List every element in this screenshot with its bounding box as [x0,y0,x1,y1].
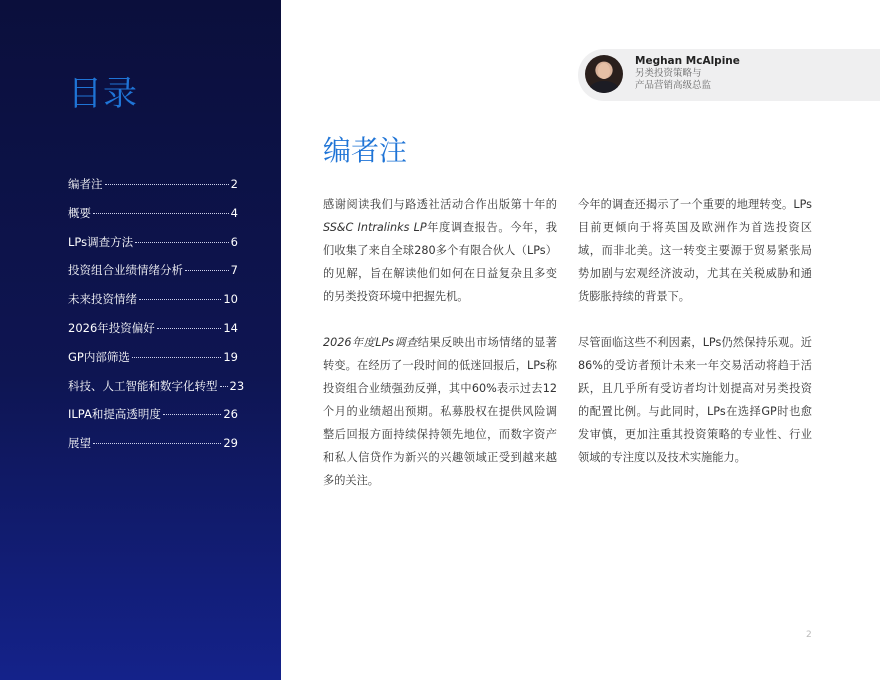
toc-item-2026-preferences[interactable] [68,320,238,349]
toc-item-future-sentiment[interactable] [68,291,238,320]
toc-item-ilpa[interactable] [68,406,238,435]
toc-item-methodology[interactable] [68,234,238,263]
toc-sidebar [0,0,281,680]
toc-leader-dots [93,443,221,444]
toc-item-label: 编者注 [68,177,103,191]
toc-item-page: 29 [223,436,238,451]
toc-item-label: 未来投资情绪 [68,292,137,307]
author-name: Meghan McAlpine [635,55,740,67]
toc-item-page: 6 [230,234,238,249]
page-number: 2 [806,630,812,640]
article-paragraph [323,331,557,492]
toc-item-portfolio-sentiment[interactable] [68,262,238,291]
toc-leader-dots [105,184,229,185]
toc-item-page: 26 [223,407,238,422]
toc-item-label: 投资组合业绩情绪分析 [68,263,183,278]
toc-item-page: 14 [223,320,238,335]
toc-item-label: ILPA和提高透明度 [68,407,161,422]
toc-item-label: 展望 [68,436,91,451]
toc-item-editors-note[interactable] [68,176,238,205]
toc-item-label: 2026年投资偏好 [68,320,155,335]
toc-item-label: GP内部筛选 [68,349,130,364]
author-role [635,68,745,92]
toc-leader-dots [185,270,229,271]
toc-item-outlook[interactable] [68,435,238,464]
article-paragraph [323,193,557,308]
toc-item-page: 4 [230,205,238,220]
survey-name-italic: 2026年度LPs调查 [323,336,418,349]
author-role-line: 产品营销高级总监 [635,80,712,91]
toc-leader-dots [157,328,222,329]
avatar-face [598,63,610,79]
author-role-line: 另类投资策略与 [635,68,702,79]
toc-item-label: 概要 [68,205,91,220]
toc-item-summary[interactable] [68,205,238,234]
toc-list [68,176,245,464]
toc-item-page: 23 [229,378,245,393]
avatar-shoulders [589,81,619,93]
toc-item-label: 科技、人工智能和数字化转型 [68,378,218,393]
toc-item-gp-screening[interactable] [68,349,238,378]
toc-item-page: 19 [223,349,238,364]
toc-leader-dots [163,414,221,415]
toc-item-tech-ai[interactable] [68,378,245,407]
article-paragraph: 尽管面临这些不利因素，LPs仍然保持乐观。近86%的受访者预计未来一年交易活动将趋于活跃，且几乎所有受访者均计划提高对另类投资的配置比例。与此同时，LPs在选择GP时也愈发审慎，更加注重其投资策略的专业性、行业领域的专注度以及技术实施能力。 [578,336,812,464]
toc-title: 目录 [68,74,138,114]
toc-item-page: 10 [223,292,238,307]
toc-item-page: 2 [230,177,238,191]
toc-leader-dots [220,386,228,387]
paragraph-text: 感谢阅读我们与路透社活动合作出版第十年的 [323,198,557,211]
report-name-italic: SS&C Intralinks LP [323,221,427,234]
author-card [578,49,880,101]
toc-item-page: 7 [230,263,238,278]
toc-item-label: LPs调查方法 [68,234,134,249]
toc-leader-dots [93,213,229,214]
article-column-left [323,193,557,515]
article-paragraph: 今年的调查还揭示了一个重要的地理转变。LPs目前更倾向于将英国及欧洲作为首选投资区域，而非北美。这一转变主要源于贸易紧张局势加剧与宏观经济波动，尤其在关税威胁和通货膨胀持续的背景下。 [578,198,812,303]
toc-leader-dots [135,242,229,243]
paragraph-text: 结果反映出市场情绪的显著转变。在经历了一段时间的低迷回报后，LPs称投资组合业绩强劲反弹，其中60%表示过去12个月的业绩超出预期。私募股权在提供风险调整后回报方面持续保持领先地位，而数字资产和私人信贷作为新兴的兴趣领域正受到越来越多的关注。 [323,336,557,487]
paragraph-text: 年度调查报告。今年，我们收集了来自全球280多个有限合伙人（LPs）的见解，旨在解读他们如何在日益复杂且多变的另类投资环境中把握先机。 [323,221,557,303]
toc-leader-dots [139,299,221,300]
article-column-right [578,193,812,492]
author-avatar [585,55,623,93]
toc-leader-dots [132,357,222,358]
article-title: 编者注 [323,134,408,167]
